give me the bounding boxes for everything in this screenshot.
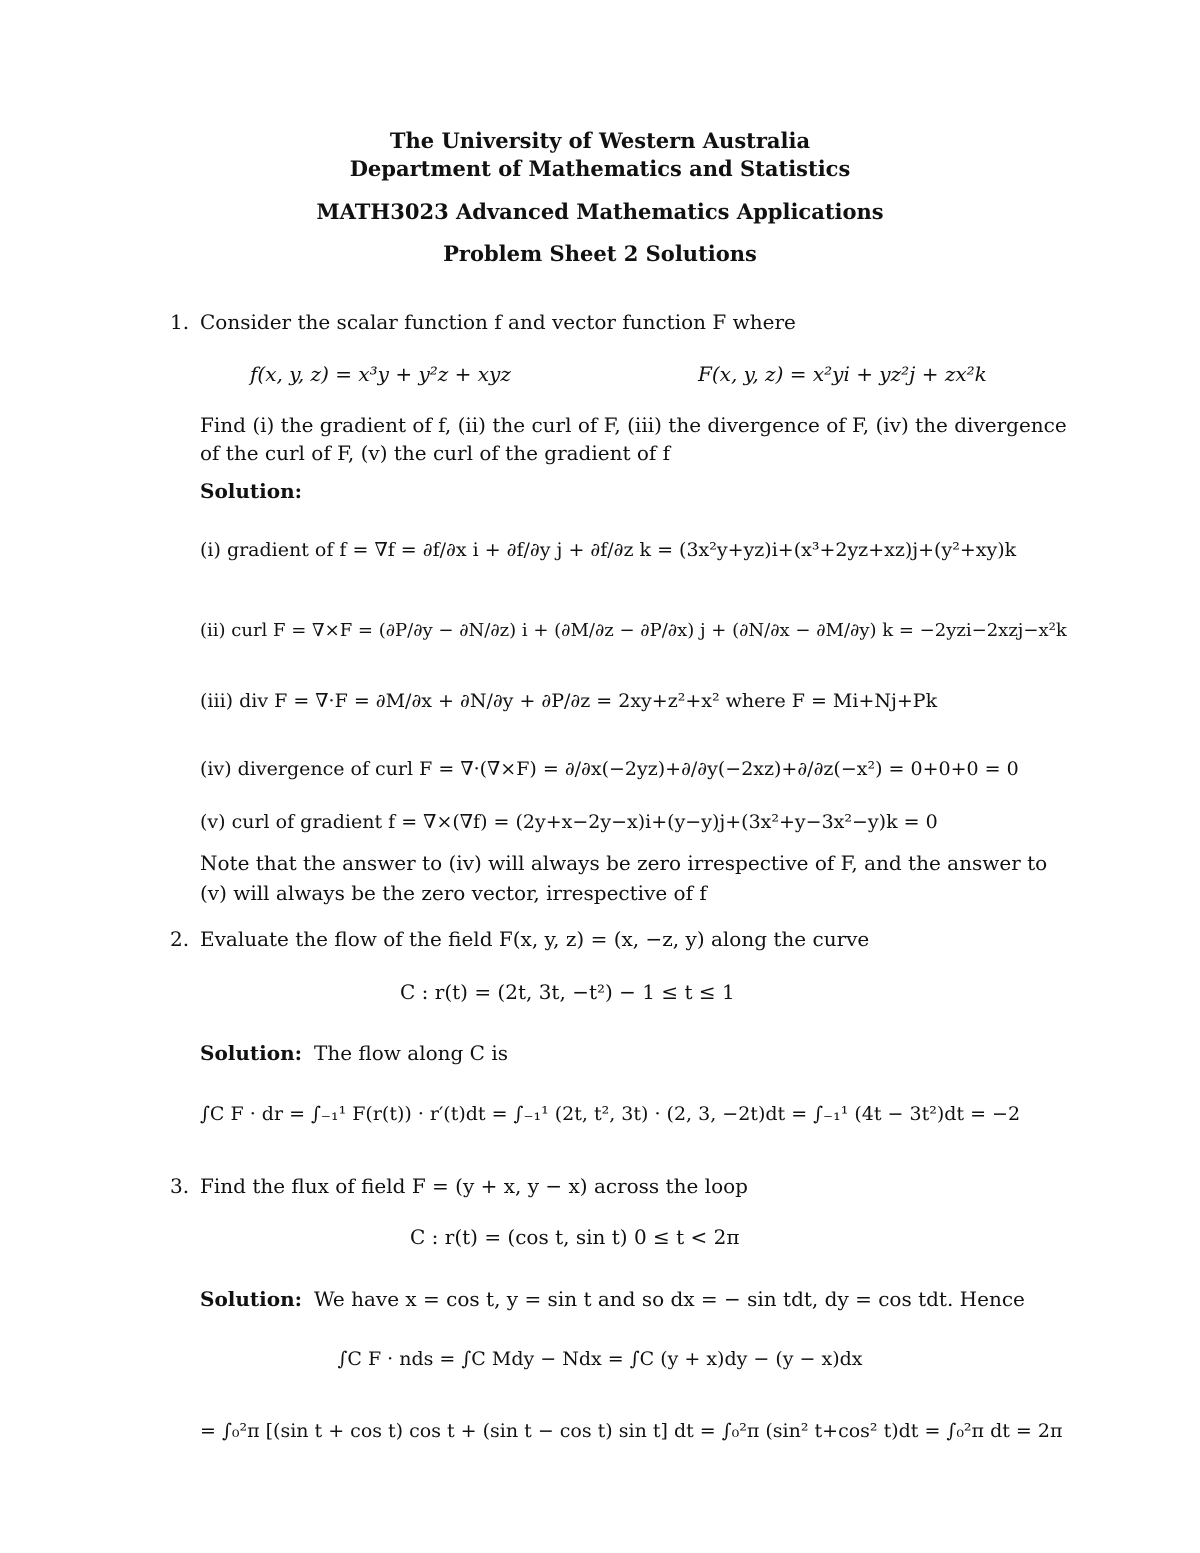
q3-solution-text: We have x = cos t, y = sin t and so dx = − sin tdt, dy = cos tdt. Hence: [314, 1287, 1025, 1311]
q2-curve: C : r(t) = (2t, 3t, −t²) − 1 ≤ t ≤ 1: [400, 980, 735, 1004]
q3-prompt: Find the flux of field F = (y + x, y − x) across the loop: [200, 1174, 748, 1198]
q3-solution-label: Solution:: [200, 1287, 303, 1311]
q3-integral-2: = ∫₀²π [(sin t + cos t) cos t + (sin t − cos t) sin t] dt = ∫₀²π (sin² t+cos² t)dt = ∫₀²π dt = 2π: [200, 1420, 1063, 1442]
q1-find-line-2: of the curl of F, (v) the curl of the gradient of f: [200, 441, 671, 465]
q1-part-i: (i) gradient of f = ∇f = ∂f/∂x i + ∂f/∂y j + ∂f/∂z k = (3x²y+yz)i+(x³+2yz+xz)j+(y²+xy)k: [200, 539, 1017, 561]
department-title: Department of Mathematics and Statistics: [349, 156, 851, 181]
q2-prompt: Evaluate the flow of the field F(x, y, z) = (x, −z, y) along the curve: [200, 927, 870, 951]
q2-solution-text: The flow along C is: [314, 1041, 508, 1065]
q2-solution-label: Solution:: [200, 1041, 303, 1065]
q1-part-ii: (ii) curl F = ∇×F = (∂P/∂y − ∂N/∂z) i + (∂M/∂z − ∂P/∂x) j + (∂N/∂x − ∂M/∂y) k = −2yzi−2xzj−x²k: [200, 620, 1067, 641]
course-title: MATH3023 Advanced Mathematics Applications: [316, 199, 884, 224]
q1-prompt: Consider the scalar function f and vector function F where: [200, 310, 796, 334]
q1-F-definition: F(x, y, z) = x²yi + yz²j + zx²k: [698, 362, 987, 386]
q3-curve: C : r(t) = (cos t, sin t) 0 ≤ t < 2π: [410, 1225, 740, 1249]
q1-part-iii: (iii) div F = ∇·F = ∂M/∂x + ∂N/∂y + ∂P/∂z = 2xy+z²+x² where F = Mi+Nj+Pk: [200, 690, 938, 712]
q3-number: 3.: [170, 1174, 190, 1198]
q1-part-v: (v) curl of gradient f = ∇×(∇f) = (2y+x−2y−x)i+(y−y)j+(3x²+y−3x²−y)k = 0: [200, 811, 938, 833]
q1-number: 1.: [170, 310, 190, 334]
university-title: The University of Western Australia: [389, 128, 811, 153]
q1-note-line-1: Note that the answer to (iv) will always be zero irrespective of F, and the answer to: [200, 851, 1048, 875]
q1-f-definition: f(x, y, z) = x³y + y²z + xyz: [250, 362, 511, 386]
q1-find-line-1: Find (i) the gradient of f, (ii) the curl of F, (iii) the divergence of F, (iv) the divergence: [200, 413, 1067, 437]
q1-part-iv: (iv) divergence of curl F = ∇·(∇×F) = ∂/∂x(−2yz)+∂/∂y(−2xz)+∂/∂z(−x²) = 0+0+0 = 0: [200, 758, 1019, 780]
q1-note-line-2: (v) will always be the zero vector, irrespective of f: [200, 881, 707, 905]
q3-integral-1: ∫C F · nds = ∫C Mdy − Ndx = ∫C (y + x)dy − (y − x)dx: [337, 1348, 863, 1370]
sheet-title: Problem Sheet 2 Solutions: [443, 241, 757, 266]
q2-number: 2.: [170, 927, 190, 951]
q2-integral: ∫C F · dr = ∫₋₁¹ F(r(t)) · r′(t)dt = ∫₋₁¹ (2t, t², 3t) · (2, 3, −2t)dt = ∫₋₁¹ (4t − 3t²)dt = −2: [200, 1103, 1021, 1125]
q1-solution-label: Solution:: [200, 479, 303, 503]
